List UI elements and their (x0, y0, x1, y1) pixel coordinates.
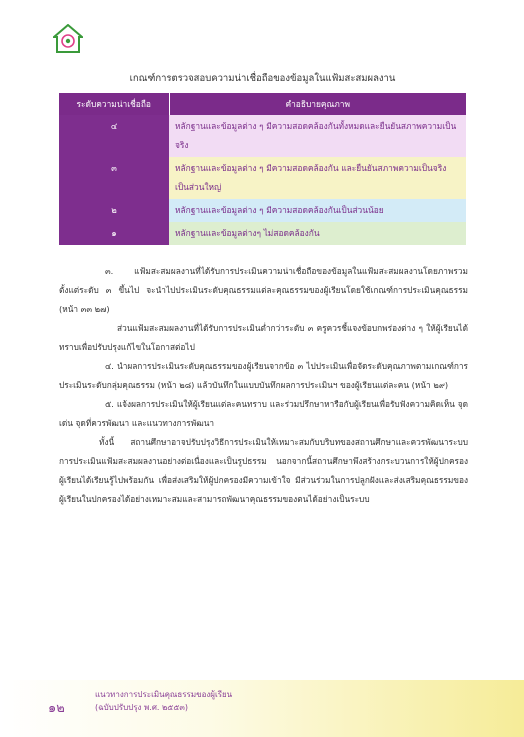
description-cell: หลักฐานและข้อมูลต่าง ๆ มีความสอดคล้องกัน และยืนยันสภาพความเป็นจริงเป็นส่วนใหญ่ (169, 157, 466, 199)
description-cell: หลักฐานและข้อมูลต่าง ๆ มีความสอดคล้องกันเป็นส่วนน้อย (169, 199, 466, 222)
header-level: ระดับความน่าเชื่อถือ (59, 93, 169, 115)
table-row (59, 199, 466, 222)
paragraph-4: ๔. นำผลการประเมินระดับคุณธรรมของผู้เรียนจากข้อ ๓ ไปประเมินเพื่อจัดระดับคุณภาพตามเกณฑ์การประเมินระดับกลุ่มคุณธรรม (หน้า ๒๘) แล้วบันทึกในแบบบันทึกผลการประเมินฯ ของผู้เรียนแต่ละคน (หน้า ๒๙) (59, 361, 468, 390)
table-row (59, 222, 466, 245)
logo-icon (53, 24, 83, 54)
footer-line-2: (ฉบับปรับปรุง พ.ศ. ๒๕๕๓) (95, 703, 188, 712)
level-cell: ๒ (59, 199, 169, 222)
table-row (59, 157, 466, 199)
footer-band (0, 680, 524, 737)
footer-title (95, 688, 232, 714)
description-cell: หลักฐานและข้อมูลต่างๆ ไม่สอดคล้องกัน (169, 222, 466, 245)
table-title: เกณฑ์การตรวจสอบความน่าเชื่อถือของข้อมูลในแฟ้มสะสมผลงาน (129, 73, 396, 84)
level-cell: ๔ (59, 115, 169, 157)
level-cell: ๓ (59, 157, 169, 199)
page-number: ๑๒ (48, 701, 65, 716)
credibility-table (59, 93, 466, 245)
level-cell: ๑ (59, 222, 169, 245)
table-row (59, 115, 466, 157)
description-cell: หลักฐานและข้อมูลต่าง ๆ มีความสอดคล้องกันทั้งหมดและยืนยันสภาพความเป็นจริง (169, 115, 466, 157)
paragraph-3: ๓. แฟ้มสะสมผลงานที่ได้รับการประเมินความน่าเชื่อถือของข้อมูลในแฟ้มสะสมผลงานโดยภาพรวมตั้งแต่ระดับ ๓ ขึ้นไป จะนำไปประเมินระดับคุณธรรมแต่ละคุณธรรมของผู้เรียนโดยใช้เกณฑ์การประเมินคุณธรรม (หน้า ๓๓ ๒๗) (59, 266, 468, 314)
header-description: คำอธิบายคุณภาพ (169, 93, 466, 115)
footer-line-1: แนวทางการประเมินคุณธรรมของผู้เรียน (95, 690, 233, 699)
paragraph-closing: ทั้งนี้ สถานศึกษาอาจปรับปรุงวิธีการประเมินให้เหมาะสมกับบริบทของสถานศึกษาและควรพัฒนาระบบการประเมินแฟ้มสะสมผลงานอย่างต่อเนื่องและเป็นรูปธรรม นอกจากนี้สถานศึกษาพึงสร้างกระบวนการให้ผู้ปกครอง ผู้เรียนได้เรียนรู้ไปพร้อมกัน เพื่อส่งเสริมให้ผู้ปกครองมีความเข้าใจ มีส่วนร่วมในการปลูกฝังและส่งเสริมคุณธรรมของผู้เรียนในปกครองได้อย่างเหมาะสมและสามารถพัฒนาคุณธรรมของตนได้อย่างเป็นระบบ (59, 437, 468, 504)
paragraph-3-note: ส่วนแฟ้มสะสมผลงานที่ได้รับการประเมินต่ำกว่าระดับ ๓ ครูควรชี้แจงข้อบกพร่องต่าง ๆ ให้ผู้เรียนได้ทราบเพื่อปรับปรุงแก้ไขในโอกาสต่อไป (59, 323, 468, 352)
paragraph-5: ๕. แจ้งผลการประเมินให้ผู้เรียนแต่ละคนทราบ และร่วมปรึกษาหารือกับผู้เรียนเพื่อรับฟังความคิดเห็น จุดเด่น จุดที่ควรพัฒนา และแนวทางการพัฒนา (59, 399, 468, 428)
body-text (59, 262, 468, 509)
